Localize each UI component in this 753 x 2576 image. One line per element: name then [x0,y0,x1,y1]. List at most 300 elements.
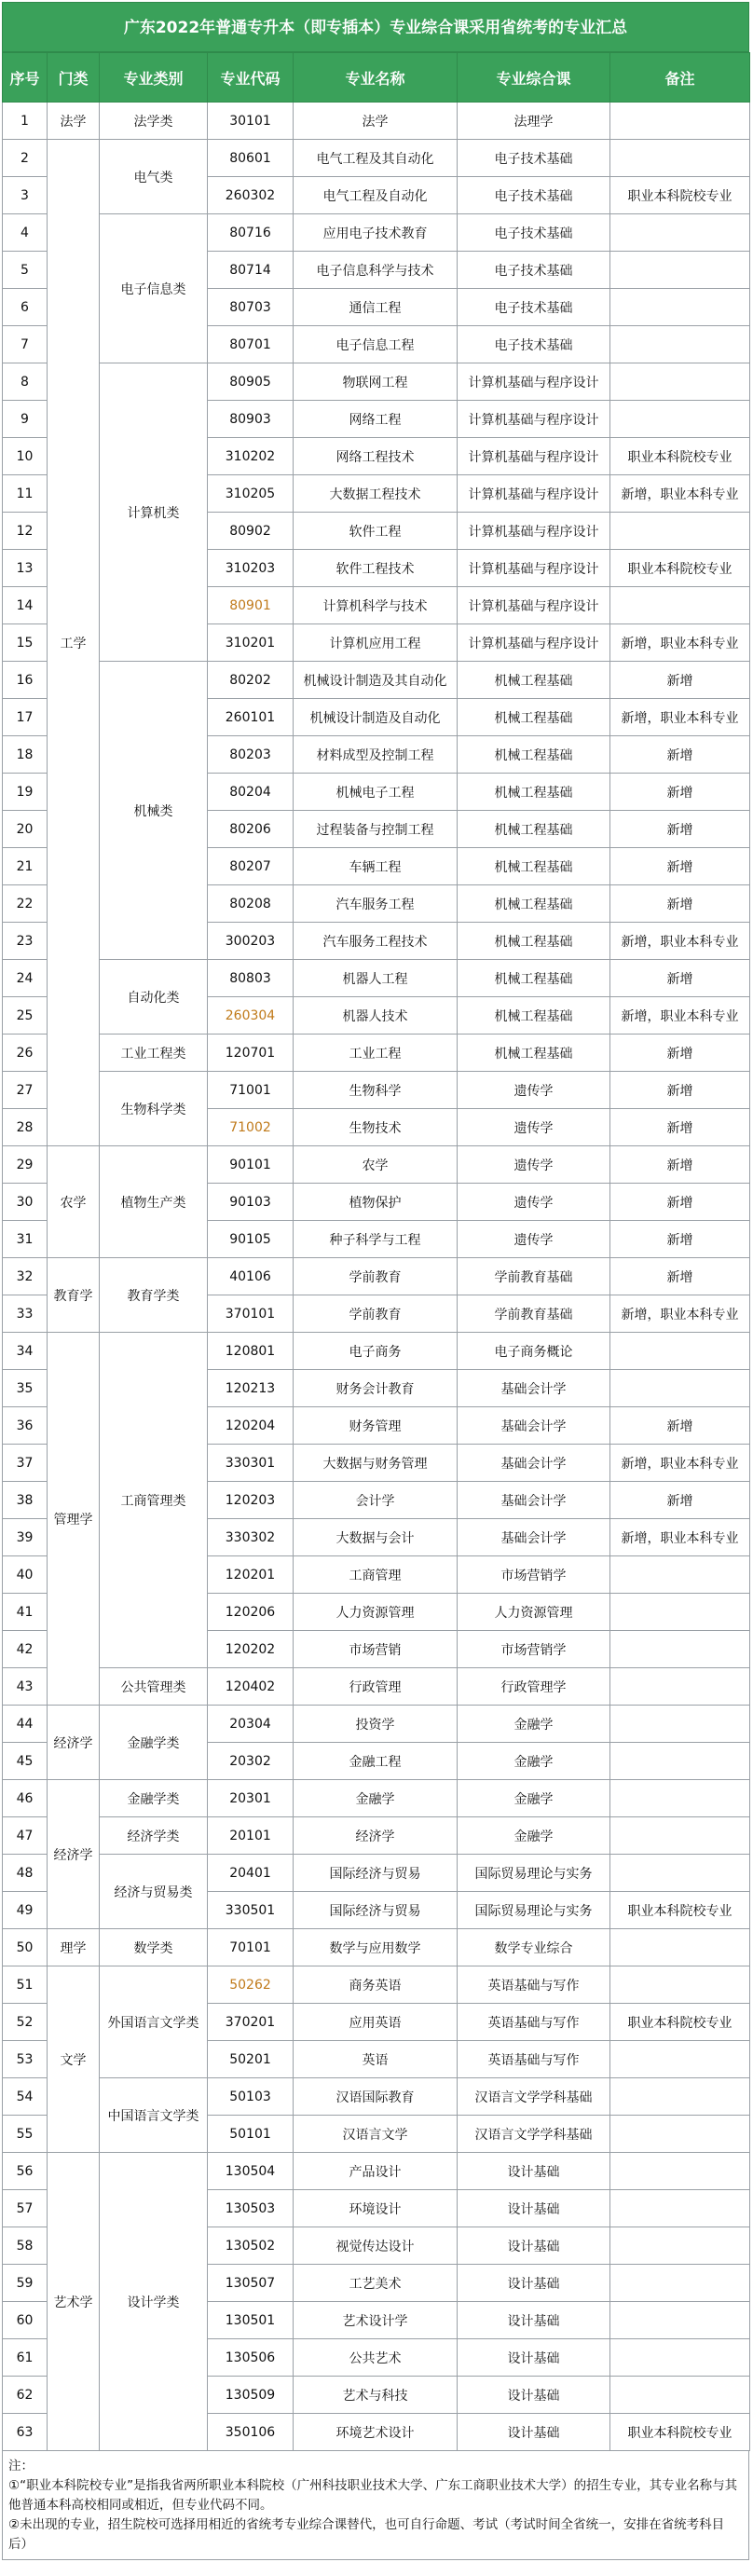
row-major-class: 教育学类 [100,1258,208,1333]
table-row [3,1780,750,1817]
row-major-code: 80208 [208,885,294,923]
row-major-name: 财务会计教育 [294,1370,458,1407]
row-number: 61 [3,2339,48,2377]
row-major-code: 370201 [208,2004,294,2041]
row-major-code: 310202 [208,438,294,475]
row-course: 人力资源管理 [458,1594,610,1631]
row-major-name: 法学 [294,103,458,140]
row-number: 30 [3,1184,48,1221]
row-major-code: 80206 [208,811,294,848]
row-note [610,1556,750,1594]
row-note [610,587,750,624]
row-course: 设计基础 [458,2153,610,2190]
table-row [3,103,750,140]
row-category: 文学 [48,1966,100,2153]
majors-table [2,52,750,2451]
row-number: 49 [3,1892,48,1929]
row-number: 50 [3,1929,48,1966]
row-note [610,103,750,140]
row-category: 管理学 [48,1333,100,1706]
row-note: 新增，职业本科专业 [610,1295,750,1333]
row-course: 遗传学 [458,1109,610,1146]
row-course: 电子技术基础 [458,326,610,363]
row-number: 6 [3,289,48,326]
row-major-code: 50103 [208,2078,294,2116]
row-number: 24 [3,960,48,997]
row-course: 设计基础 [458,2265,610,2302]
row-major-name: 金融工程 [294,1743,458,1780]
row-course: 数学专业综合 [458,1929,610,1966]
row-major-name: 商务英语 [294,1966,458,2004]
row-number: 42 [3,1631,48,1668]
table-row [3,140,750,177]
row-course: 机械工程基础 [458,774,610,811]
row-number: 52 [3,2004,48,2041]
row-major-code: 80703 [208,289,294,326]
row-course: 设计基础 [458,2377,610,2414]
row-note: 新增 [610,811,750,848]
row-number: 1 [3,103,48,140]
row-note [610,252,750,289]
row-note: 新增 [610,1407,750,1445]
row-note [610,2377,750,2414]
row-course: 设计基础 [458,2414,610,2451]
table-row [3,363,750,401]
row-major-name: 会计学 [294,1482,458,1519]
row-note: 新增 [610,1258,750,1295]
row-course: 学前教育基础 [458,1258,610,1295]
row-major-code: 370101 [208,1295,294,1333]
row-major-code: 120701 [208,1035,294,1072]
row-course: 机械工程基础 [458,811,610,848]
row-major-code: 130503 [208,2190,294,2227]
row-course: 基础会计学 [458,1482,610,1519]
row-number: 25 [3,997,48,1035]
header-row [3,53,750,103]
table-row [3,2153,750,2190]
row-major-code: 80203 [208,736,294,774]
row-note: 职业本科院校专业 [610,550,750,587]
row-number: 33 [3,1295,48,1333]
row-major-code: 120206 [208,1594,294,1631]
row-major-class: 自动化类 [100,960,208,1035]
row-number: 43 [3,1668,48,1706]
row-number: 2 [3,140,48,177]
row-major-name: 数学与应用数学 [294,1929,458,1966]
row-note: 职业本科院校专业 [610,177,750,214]
row-number: 14 [3,587,48,624]
row-note [610,1706,750,1743]
row-course: 基础会计学 [458,1445,610,1482]
row-course: 遗传学 [458,1221,610,1258]
row-category: 经济学 [48,1706,100,1780]
row-major-name: 工商管理 [294,1556,458,1594]
row-note: 新增 [610,736,750,774]
row-note [610,1594,750,1631]
row-major-code: 20101 [208,1817,294,1855]
document [2,2,749,2560]
row-number: 46 [3,1780,48,1817]
header-course: 专业综合课 [458,53,610,103]
row-course: 电子商务概论 [458,1333,610,1370]
row-major-name: 计算机科学与技术 [294,587,458,624]
row-number: 35 [3,1370,48,1407]
row-major-name: 电气工程及其自动化 [294,140,458,177]
row-major-code: 20304 [208,1706,294,1743]
row-major-class: 计算机类 [100,363,208,662]
row-course: 遗传学 [458,1184,610,1221]
row-major-code: 80601 [208,140,294,177]
row-note: 新增 [610,960,750,997]
row-note: 新增 [610,1482,750,1519]
row-course: 英语基础与写作 [458,2041,610,2078]
row-note: 新增，职业本科专业 [610,1519,750,1556]
row-major-class: 经济学类 [100,1817,208,1855]
row-major-name: 艺术设计学 [294,2302,458,2339]
row-note [610,1966,750,2004]
header-note: 备注 [610,53,750,103]
row-number: 12 [3,513,48,550]
row-major-code: 20302 [208,1743,294,1780]
row-major-code: 120402 [208,1668,294,1706]
header-class: 专业类别 [100,53,208,103]
row-major-code: 80901 [208,587,294,624]
row-major-name: 机械设计制造及自动化 [294,699,458,736]
row-course: 设计基础 [458,2190,610,2227]
row-course: 遗传学 [458,1072,610,1109]
row-course: 机械工程基础 [458,848,610,885]
row-course: 电子技术基础 [458,214,610,252]
row-number: 10 [3,438,48,475]
row-number: 60 [3,2302,48,2339]
table-title: 广东2022年普通专升本（即专插本）专业综合课采用省统考的专业汇总 [2,2,749,52]
row-note: 新增 [610,848,750,885]
row-number: 57 [3,2190,48,2227]
row-note [610,401,750,438]
row-number: 56 [3,2153,48,2190]
table-row [3,1966,750,2004]
row-major-name: 车辆工程 [294,848,458,885]
row-major-class: 电气类 [100,140,208,214]
row-note [610,2265,750,2302]
row-major-name: 网络工程技术 [294,438,458,475]
row-major-code: 350106 [208,2414,294,2451]
row-major-name: 生物技术 [294,1109,458,1146]
row-major-name: 视觉传达设计 [294,2227,458,2265]
row-major-class: 金融学类 [100,1706,208,1780]
row-course: 机械工程基础 [458,960,610,997]
row-number: 17 [3,699,48,736]
row-major-code: 80716 [208,214,294,252]
row-note [610,2190,750,2227]
header-major-name: 专业名称 [294,53,458,103]
row-note [610,1929,750,1966]
note-1: ①“职业本科院校专业”是指我省两所职业本科院校（广州科技职业技术大学、广东工商职业技术大学）的招生专业，其专业名称与其他普通本科高校相同或相近，但专业代码不同。 [8,2478,738,2513]
row-course: 机械工程基础 [458,923,610,960]
row-note [610,2227,750,2265]
row-number: 9 [3,401,48,438]
row-course: 机械工程基础 [458,1035,610,1072]
row-major-name: 汉语国际教育 [294,2078,458,2116]
table-row [3,662,750,699]
row-course: 计算机基础与程序设计 [458,438,610,475]
table-row [3,1258,750,1295]
row-note [610,1817,750,1855]
table-row [3,1668,750,1706]
row-major-code: 260101 [208,699,294,736]
row-note [610,214,750,252]
row-major-code: 20301 [208,1780,294,1817]
row-major-name: 环境艺术设计 [294,2414,458,2451]
row-course: 计算机基础与程序设计 [458,513,610,550]
row-number: 41 [3,1594,48,1631]
row-note: 新增 [610,774,750,811]
table-row [3,1072,750,1109]
row-major-name: 金融学 [294,1780,458,1817]
row-note: 新增 [610,662,750,699]
row-course: 金融学 [458,1780,610,1817]
row-major-name: 应用英语 [294,2004,458,2041]
row-major-code: 130509 [208,2377,294,2414]
row-major-code: 80207 [208,848,294,885]
row-course: 计算机基础与程序设计 [458,363,610,401]
row-number: 21 [3,848,48,885]
row-major-name: 经济学 [294,1817,458,1855]
row-note [610,2041,750,2078]
row-major-class: 法学类 [100,103,208,140]
row-major-code: 330301 [208,1445,294,1482]
row-category: 经济学 [48,1780,100,1929]
row-major-code: 50101 [208,2116,294,2153]
row-major-name: 机械设计制造及其自动化 [294,662,458,699]
row-major-name: 通信工程 [294,289,458,326]
row-major-name: 电子信息工程 [294,326,458,363]
row-note: 新增 [610,1146,750,1184]
row-major-code: 130501 [208,2302,294,2339]
row-note: 新增 [610,1221,750,1258]
row-major-name: 应用电子技术教育 [294,214,458,252]
row-number: 19 [3,774,48,811]
row-number: 44 [3,1706,48,1743]
row-major-name: 软件工程 [294,513,458,550]
row-number: 31 [3,1221,48,1258]
row-major-name: 软件工程技术 [294,550,458,587]
row-major-name: 过程装备与控制工程 [294,811,458,848]
row-major-name: 国际经济与贸易 [294,1892,458,1929]
row-note [610,1631,750,1668]
row-note [610,2116,750,2153]
row-number: 55 [3,2116,48,2153]
row-major-name: 环境设计 [294,2190,458,2227]
row-course: 设计基础 [458,2227,610,2265]
row-course: 国际贸易理论与实务 [458,1855,610,1892]
row-note: 新增 [610,1035,750,1072]
row-course: 计算机基础与程序设计 [458,401,610,438]
row-number: 18 [3,736,48,774]
row-number: 32 [3,1258,48,1295]
row-number: 36 [3,1407,48,1445]
note-2: ②未出现的专业，招生院校可选择用相近的省统考专业综合课替代，也可自行命题、考试（考试时间全省统一，安排在省统考科目后） [8,2517,725,2552]
row-course: 汉语言文学学科基础 [458,2116,610,2153]
row-major-name: 工艺美术 [294,2265,458,2302]
row-number: 51 [3,1966,48,2004]
row-course: 金融学 [458,1817,610,1855]
row-major-name: 电气工程及自动化 [294,177,458,214]
row-course: 电子技术基础 [458,289,610,326]
row-number: 37 [3,1445,48,1482]
row-note [610,513,750,550]
table-row [3,1333,750,1370]
row-course: 行政管理学 [458,1668,610,1706]
row-category: 农学 [48,1146,100,1258]
row-note [610,2153,750,2190]
table-row [3,1855,750,1892]
row-note [610,289,750,326]
row-course: 设计基础 [458,2302,610,2339]
row-major-code: 90103 [208,1184,294,1221]
row-number: 48 [3,1855,48,1892]
row-major-name: 大数据与财务管理 [294,1445,458,1482]
row-course: 基础会计学 [458,1519,610,1556]
row-major-code: 80204 [208,774,294,811]
row-note [610,2078,750,2116]
row-course: 机械工程基础 [458,736,610,774]
row-note: 职业本科院校专业 [610,438,750,475]
row-course: 基础会计学 [458,1370,610,1407]
row-course: 汉语言文学学科基础 [458,2078,610,2116]
row-note [610,2339,750,2377]
row-course: 计算机基础与程序设计 [458,624,610,662]
row-major-code: 120201 [208,1556,294,1594]
row-course: 计算机基础与程序设计 [458,550,610,587]
row-course: 机械工程基础 [458,997,610,1035]
row-major-name: 汽车服务工程技术 [294,923,458,960]
row-major-class: 经济与贸易类 [100,1855,208,1929]
row-note: 新增 [610,1184,750,1221]
row-course: 机械工程基础 [458,662,610,699]
row-major-class: 设计学类 [100,2153,208,2451]
row-major-class: 金融学类 [100,1780,208,1817]
row-course: 法理学 [458,103,610,140]
row-major-code: 90105 [208,1221,294,1258]
row-major-code: 90101 [208,1146,294,1184]
row-number: 23 [3,923,48,960]
row-note [610,363,750,401]
row-number: 63 [3,2414,48,2451]
table-row [3,1929,750,1966]
row-major-class: 电子信息类 [100,214,208,363]
table-row [3,1817,750,1855]
row-major-name: 种子科学与工程 [294,1221,458,1258]
row-major-code: 70101 [208,1929,294,1966]
row-number: 27 [3,1072,48,1109]
row-major-code: 120204 [208,1407,294,1445]
row-note: 职业本科院校专业 [610,2414,750,2451]
row-number: 4 [3,214,48,252]
table-row [3,1035,750,1072]
row-course: 机械工程基础 [458,699,610,736]
row-major-class: 数学类 [100,1929,208,1966]
row-number: 15 [3,624,48,662]
row-major-name: 公共艺术 [294,2339,458,2377]
row-number: 58 [3,2227,48,2265]
row-note [610,1370,750,1407]
row-major-code: 120213 [208,1370,294,1407]
row-major-name: 产品设计 [294,2153,458,2190]
row-major-name: 物联网工程 [294,363,458,401]
notes-label: 注： [8,2459,34,2473]
row-major-name: 行政管理 [294,1668,458,1706]
row-note: 新增，职业本科专业 [610,923,750,960]
row-note: 新增，职业本科专业 [610,475,750,513]
row-number: 8 [3,363,48,401]
header-no: 序号 [3,53,48,103]
table-row [3,1146,750,1184]
row-major-code: 130506 [208,2339,294,2377]
row-major-name: 大数据工程技术 [294,475,458,513]
row-major-name: 电子信息科学与技术 [294,252,458,289]
row-major-class: 中国语言文学类 [100,2078,208,2153]
row-note [610,1855,750,1892]
row-number: 39 [3,1519,48,1556]
row-course: 电子技术基础 [458,177,610,214]
row-course: 基础会计学 [458,1407,610,1445]
row-category: 工学 [48,140,100,1146]
row-major-code: 80905 [208,363,294,401]
row-number: 62 [3,2377,48,2414]
row-number: 3 [3,177,48,214]
row-major-name: 汽车服务工程 [294,885,458,923]
row-category: 教育学 [48,1258,100,1333]
row-course: 金融学 [458,1706,610,1743]
row-course: 英语基础与写作 [458,1966,610,2004]
row-major-code: 80902 [208,513,294,550]
row-number: 34 [3,1333,48,1370]
row-category: 法学 [48,103,100,140]
row-number: 26 [3,1035,48,1072]
row-major-class: 生物科学类 [100,1072,208,1146]
row-note: 新增 [610,1109,750,1146]
row-major-name: 学前教育 [294,1295,458,1333]
row-major-code: 300203 [208,923,294,960]
row-number: 28 [3,1109,48,1146]
row-course: 计算机基础与程序设计 [458,475,610,513]
header-category: 门类 [48,53,100,103]
row-note: 职业本科院校专业 [610,2004,750,2041]
table-row [3,214,750,252]
row-number: 7 [3,326,48,363]
row-major-name: 生物科学 [294,1072,458,1109]
row-major-name: 植物保护 [294,1184,458,1221]
row-major-name: 计算机应用工程 [294,624,458,662]
row-number: 22 [3,885,48,923]
row-category: 理学 [48,1929,100,1966]
row-note: 新增，职业本科专业 [610,997,750,1035]
row-major-name: 农学 [294,1146,458,1184]
row-major-code: 310203 [208,550,294,587]
row-course: 电子技术基础 [458,252,610,289]
row-number: 38 [3,1482,48,1519]
row-major-name: 网络工程 [294,401,458,438]
row-number: 40 [3,1556,48,1594]
row-major-name: 机器人技术 [294,997,458,1035]
row-major-code: 130502 [208,2227,294,2265]
row-major-name: 市场营销 [294,1631,458,1668]
row-major-name: 艺术与科技 [294,2377,458,2414]
row-major-code: 30101 [208,103,294,140]
row-number: 54 [3,2078,48,2116]
row-note: 新增 [610,885,750,923]
